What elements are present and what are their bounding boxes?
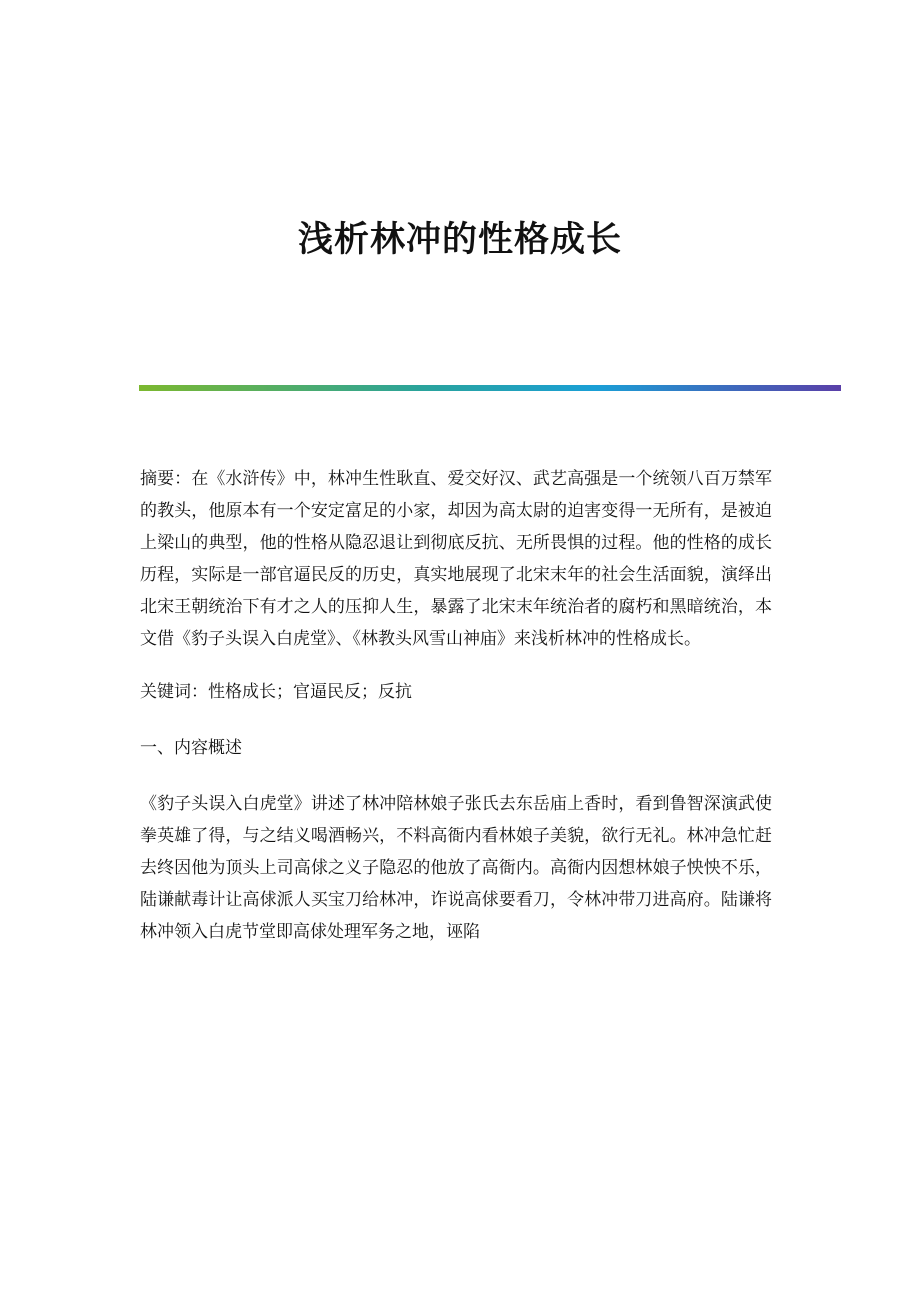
intro-paragraph: 《豹子头误入白虎堂》讲述了林冲陪林娘子张氏去东岳庙上香时，看到鲁智深演武使拳英雄了得，与之结义喝酒畅兴，不料高衙内看林娘子美貌，欲行无礼。林冲急忙赶去终因他为顶头上司高俅之义子隐忍的他放了高衙内。高衙内因想林娘子怏怏不乐，陆谦献毒计让高俅派人买宝刀给林冲，诈说高俅要看刀，令林冲带刀进高府。陆谦将林冲领入白虎节堂即高俅处理军务之地，诬陷 — [140, 794, 772, 942]
title-divider — [139, 385, 841, 391]
abstract-paragraph: 摘要：在《水浒传》中，林冲生性耿直、爱交好汉、武艺高强是一个统领八百万禁军的教头，他原本有一个安定富足的小家，却因为高太尉的迫害变得一无所有，是被迫上梁山的典型，他的性格从隐忍退让到彻底反抗、无所畏惧的过程。他的性格的成长历程，实际是一部官逼民反的历史，真实地展现了北宋末年的社会生活面貌，演绎出北宋王朝统治下有才之人的压抑人生，暴露了北宋末年统治者的腐朽和黑暗统治，本文借《豹子头误入白虎堂》、《林教头风雪山神庙》来浅析林冲的性格成长。 — [140, 469, 772, 649]
section-heading: 一、内容概述 — [140, 738, 242, 758]
document-body — [140, 463, 772, 948]
keywords-line: 关键词：性格成长；官逼民反；反抗 — [140, 682, 412, 702]
document-title: 浅析林冲的性格成长 — [297, 219, 622, 260]
